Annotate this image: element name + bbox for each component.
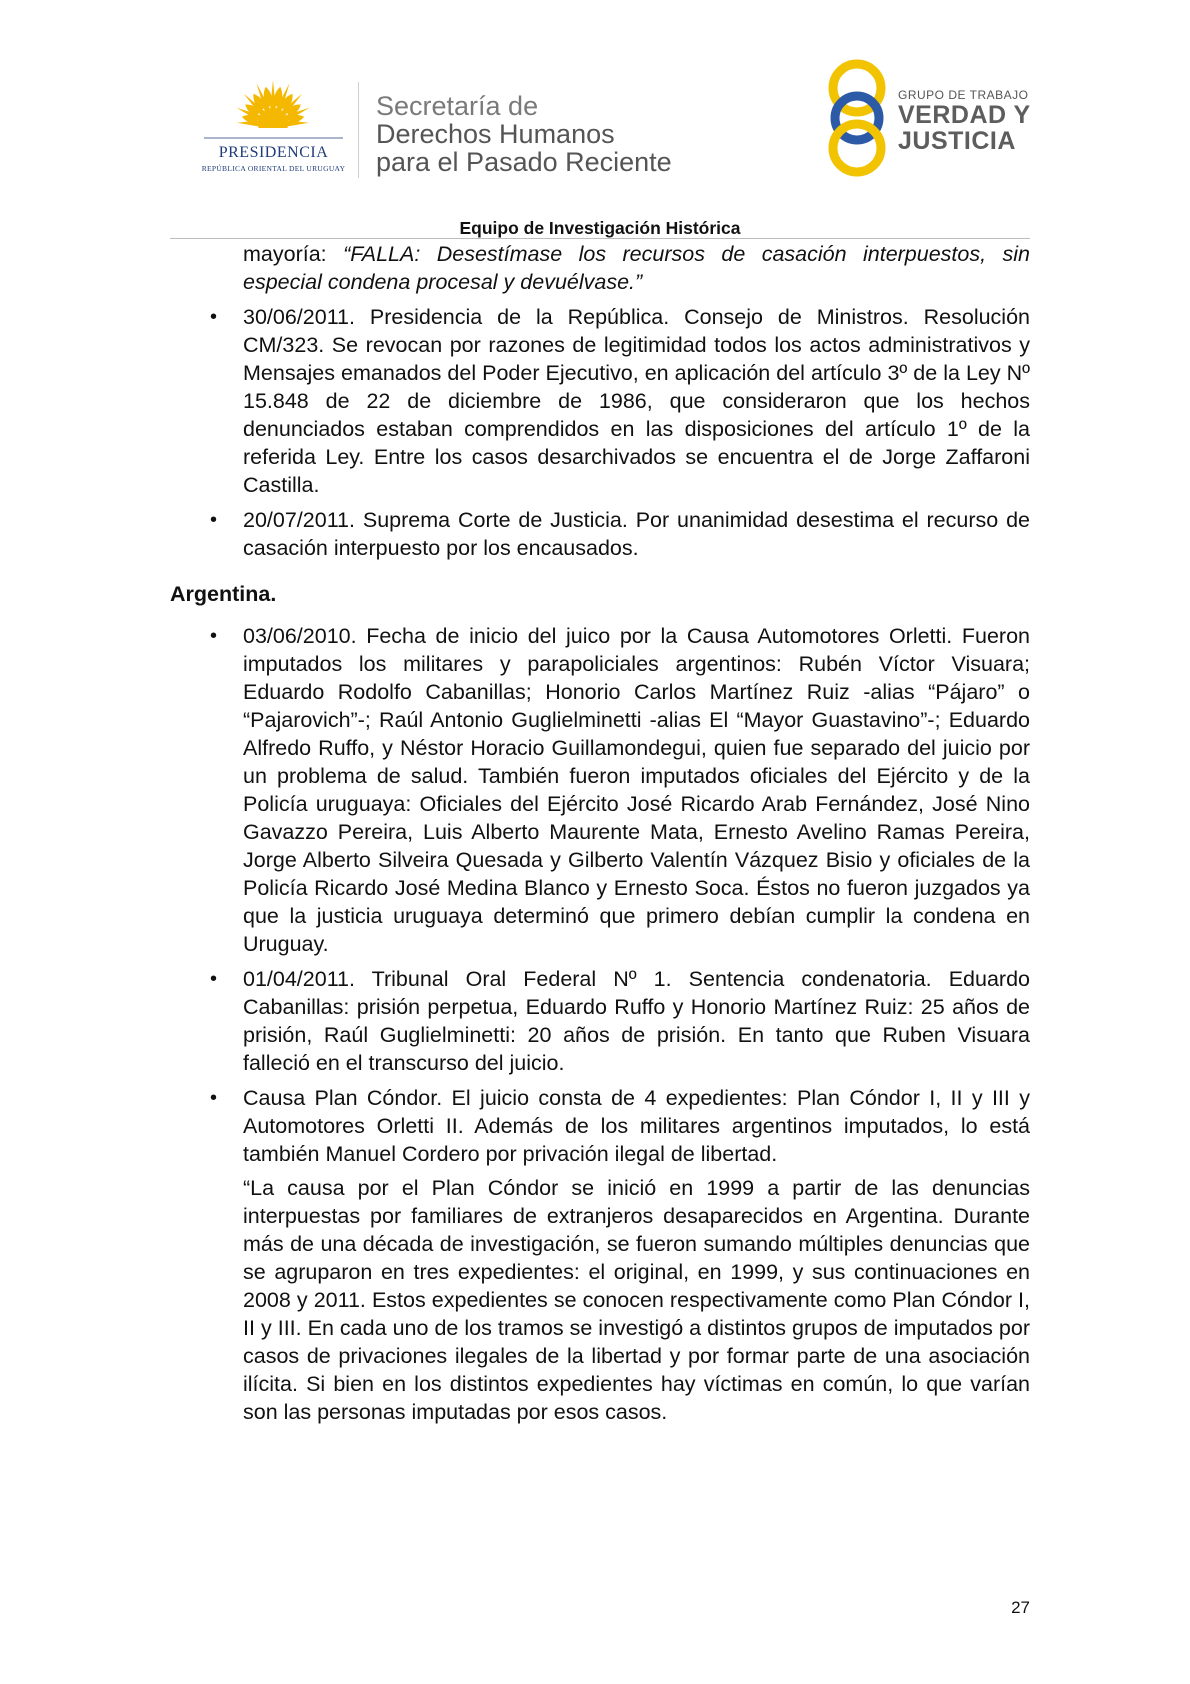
secretaria-wordmark — [376, 92, 672, 176]
sun-emblem-icon — [196, 78, 351, 148]
equipo-title: Equipo de Investigación Histórica — [459, 218, 741, 238]
paragraph-prefix: mayoría: — [243, 242, 344, 266]
secretaria-line-3: para el Pasado Reciente — [376, 147, 672, 177]
document-body — [170, 240, 1030, 1426]
section-heading: Argentina. — [170, 582, 277, 606]
verdad-justicia-text — [898, 88, 1031, 154]
header-divider — [358, 82, 359, 178]
list-item-text: 30/06/2011. Presidencia de la República. Consejo de Ministros. Resolución CM/323. Se revocan por razones de legitimidad todos los actos administrativos y Mensajes emanados del Poder Ejecutivo, en aplicación del artículo 3º de la Ley Nº 15.848 de 22 de diciembre de 1986, que consideraron que los hechos denunciados estaban comprendidos en las disposiciones del artículo 1º de la referida Ley. Entre los casos desarchivados se encuentra el de Jorge Zaffaroni Castilla. — [243, 305, 1030, 497]
list-item — [170, 506, 1030, 562]
list-item-text: 03/06/2010. Fecha de inicio del juico por la Causa Automotores Orletti. Fueron imputados los militares y parapoliciales argentinos: Rubén Víctor Visuara; Eduardo Rodolfo Cabanillas; Honorio Carlos Martínez Ruiz -alias “Pájaro” o “Pajarovich”-; Raúl Antonio Guglielminetti -alias El “Mayor Guastavino”-; Eduardo Alfredo Ruffo, y Néstor Horacio Guillamondegui, quien fue separado del juicio por un problema de salud. También fueron imputados oficiales del Ejército y de la Policía uruguaya: Oficiales del Ejército José Ricardo Arab Fernández, José Nino Gavazzo Pereira, Luis Alberto Maurente Mata, Ernesto Avelino Ramas Pereira, Jorge Alberto Silveira Quesada y Gilberto Valentín Vázquez Bisio y oficiales de la Policía Ricardo José Medina Blanco y Ernesto Soca. Éstos no fueron juzgados ya que la justicia uruguaya determinó que primero debían cumplir la condena en Uruguay. — [243, 624, 1030, 956]
paragraph-continuation — [170, 240, 1030, 296]
secretaria-line-1: Secretaría de — [376, 91, 539, 121]
list-item — [170, 622, 1030, 958]
bullet-icon: • — [210, 968, 218, 990]
list-item — [170, 303, 1030, 499]
secretaria-line-2: Derechos Humanos — [376, 119, 615, 149]
presidencia-logo — [196, 78, 351, 178]
list-item-text: Causa Plan Cóndor. El juicio consta de 4 expedientes: Plan Cóndor I, II y III y Automotores Orletti II. Además de los militares argentinos imputados, lo está también Manuel Cordero por privación ilegal de libertad. — [243, 1086, 1030, 1166]
header-rule — [170, 238, 1030, 239]
quoted-paragraph: “La causa por el Plan Cóndor se inició en 1999 a partir de las denuncias interpuestas por familiares de extranjeros desaparecidos en Argentina. Durante más de una década de investigación, se fueron sumando múltiples denuncias que se agruparon en tres expedientes: el original, en 1999, y sus continuaciones en 2008 y 2011. Estos expedientes se conocen respectivamente como Plan Cóndor I, II y III. En cada uno de los tramos se investigó a distintos grupos de imputados por casos de privaciones ilegales de la libertad y por formar parte de una asociación ilícita. Si bien en los distintos expedientes hay víctimas en común, lo que varían son las personas imputadas por esos casos. — [243, 1176, 1030, 1424]
bullet-icon: • — [210, 306, 218, 328]
vyj-line-1: VERDAD Y — [898, 101, 1031, 129]
rings-icon — [822, 56, 892, 180]
bullet-icon: • — [210, 509, 218, 531]
vyj-small-text: GRUPO DE TRABAJO — [898, 88, 1029, 102]
list-item — [170, 965, 1030, 1077]
bullet-icon: • — [210, 625, 218, 647]
list-item — [170, 1084, 1030, 1168]
vyj-line-2: JUSTICIA — [898, 127, 1016, 155]
page-number: 27 — [1011, 1598, 1030, 1617]
presidencia-title: PRESIDENCIA — [218, 144, 329, 161]
list-item-text: 20/07/2011. Suprema Corte de Justicia. Por unanimidad desestima el recurso de casación interpuesto por los encausados. — [243, 508, 1030, 560]
list-item-text: 01/04/2011. Tribunal Oral Federal Nº 1. Sentencia condenatoria. Eduardo Cabanillas: prisión perpetua, Eduardo Ruffo y Honorio Martínez Ruiz: 25 años de prisión, Raúl Guglielminetti: 20 años de prisión. En tanto que Ruben Visuara falleció en el transcurso del juicio. — [243, 967, 1030, 1075]
fallo-quote: “FALLA: Desestímase los recursos de casación interpuestos, sin especial condena procesal y devuélvase.” — [243, 242, 1030, 294]
page-header — [0, 0, 1190, 240]
bullet-icon: • — [210, 1087, 218, 1109]
presidencia-subtitle: REPÚBLICA ORIENTAL DEL URUGUAY — [201, 164, 346, 173]
